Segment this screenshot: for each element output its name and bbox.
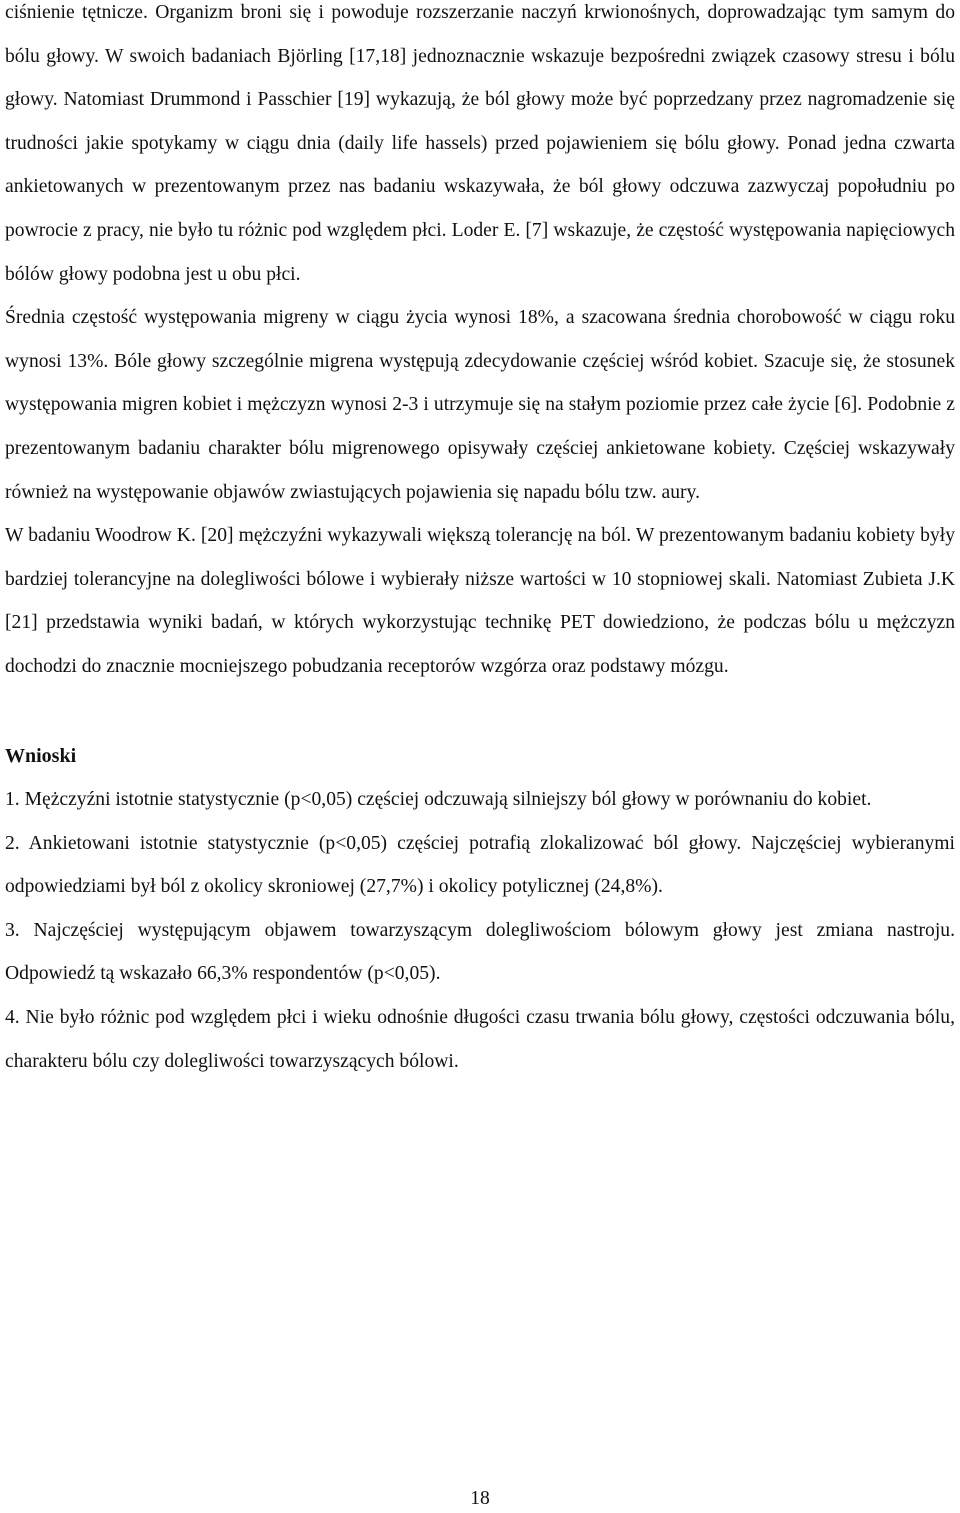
- body-paragraph: W badaniu Woodrow K. [20] mężczyźni wykazywali większą tolerancję na ból. W prezentowanym badaniu kobiety były bardziej tolerancyjne na dolegliwości bólowe i wybierały niższe wartości w 10 stopniowej skali. Natomiast Zubieta J.K [21] przedstawia wyniki badań, w których wykorzystując technikę PET dowiedziono, że podczas bólu u mężczyzn dochodzi do znacznie mocniejszego pobudzania receptorów wzgórza oraz podstawy mózgu.: [5, 525, 955, 677]
- conclusions-section: [5, 735, 955, 1084]
- conclusion-item: 1. Mężczyźni istotnie statystycznie (p<0,05) częściej odczuwają silniejszy ból głowy w porównaniu do kobiet.: [5, 789, 872, 811]
- body-paragraph: Średnia częstość występowania migreny w ciągu życia wynosi 18%, a szacowana średnia chorobowość w ciągu roku wynosi 13%. Bóle głowy szczególnie migrena występują zdecydowanie częściej wśród kobiet. Szacuje się, że stosunek występowania migren kobiet i mężczyzn wynosi 2-3 i utrzymuje się na stałym poziomie przez całe życie [6]. Podobnie z prezentowanym badaniu charakter bólu migrenowego opisywały częściej ankietowane kobiety. Częściej wskazywały również na występowanie objawów zwiastujących pojawienia się napadu bólu tzw. aury.: [5, 307, 955, 503]
- conclusion-item: 2. Ankietowani istotnie statystycznie (p<0,05) częściej potrafią zlokalizować ból głowy. Najczęściej wybieranymi odpowiedziami był ból z okolicy skroniowej (27,7%) i okolicy potylicznej (24,8%).: [5, 832, 955, 898]
- section-heading: Wnioski: [5, 744, 77, 767]
- conclusion-item: 3. Najczęściej występującym objawem towarzyszącym dolegliwościom bólowym głowy jest zmiana nastroju. Odpowiedź tą wskazało 66,3% respondentów (p<0,05).: [5, 919, 955, 985]
- page-number: 18: [470, 1488, 490, 1509]
- document-page: [5, 0, 955, 1083]
- body-paragraph: ciśnienie tętnicze. Organizm broni się i powoduje rozszerzanie naczyń krwionośnych, doprowadzając tym samym do bólu głowy. W swoich badaniach Björling [17,18] jednoznacznie wskazuje bezpośredni związek czasowy stresu i bólu głowy. Natomiast Drummond i Passchier [19] wykazują, że ból głowy może być poprzedzany przez nagromadzenie się trudności jakie spotykamy w ciągu dnia (daily life hassels) przed pojawieniem się bólu głowy. Ponad jedna czwarta ankietowanych w prezentowanym przez nas badaniu wskazywała, że ból głowy odczuwa zazwyczaj popołudniu po powrocie z pracy, nie było tu różnic pod względem płci. Loder E. [7] wskazuje, że częstość występowania napięciowych bólów głowy podobna jest u obu płci.: [5, 2, 955, 285]
- conclusion-item: 4. Nie było różnic pod względem płci i wieku odnośnie długości czasu trwania bólu głowy, częstości odczuwania bólu, charakteru bólu czy dolegliwości towarzyszących bólowi.: [5, 1007, 955, 1072]
